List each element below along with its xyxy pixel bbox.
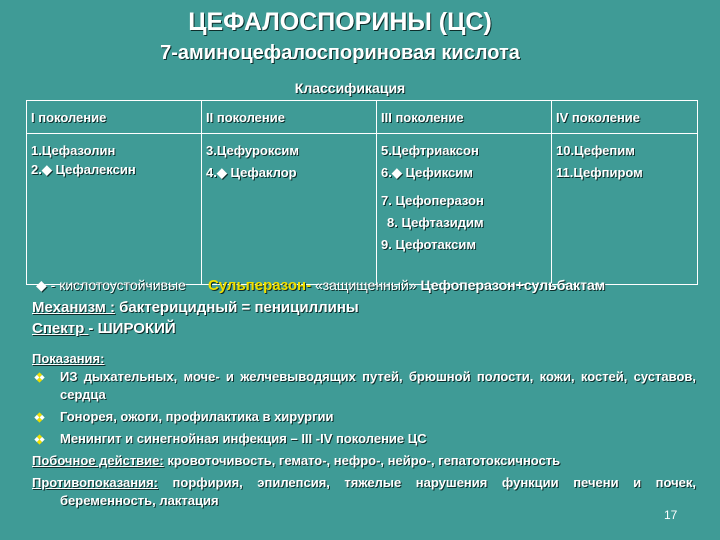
- page-title: ЦЕФАЛОСПОРИНЫ (ЦС): [188, 8, 492, 36]
- spectrum-label: Спектр: [32, 320, 89, 337]
- combo-note: Цефоперазон+сульбактам: [420, 277, 606, 293]
- table-header-row: [27, 101, 698, 134]
- drug-ceftriaxone: 5.Цефтриаксон: [381, 143, 479, 158]
- gen-1-cell: [27, 134, 202, 285]
- drug-cefalexin: 2.◆ Цефалексин: [31, 162, 136, 177]
- indications-list: [32, 368, 696, 448]
- side-effects-text: кровоточивость, гемато-, нефро-, нейро-, гепатотоксичность: [163, 453, 561, 468]
- protected-note: «защищенный»: [311, 277, 421, 293]
- sulperazon-label: Сульперазон: [207, 277, 307, 294]
- drug-cefixime: 6.◆ Цефиксим: [381, 165, 473, 180]
- side-effects-label: Побочное действие:: [32, 453, 164, 468]
- contraindications-line: [32, 474, 696, 510]
- gen-2-cell: [202, 134, 377, 285]
- contraindications-text: порфирия, эпилепсия, тяжелые нарушения функции печени и почек, беременность, лактация: [60, 475, 696, 508]
- checker-diamond-bullet-icon: [34, 372, 45, 383]
- page-number: 17: [664, 508, 678, 522]
- gen-4-cell: [552, 134, 698, 285]
- table-row: [27, 134, 698, 285]
- legend-line: [36, 277, 605, 294]
- header-gen-4: IV поколение: [552, 101, 698, 134]
- contraindications-label: Противопоказания:: [32, 475, 158, 490]
- header-gen-1: I поколение: [27, 101, 202, 134]
- mechanism-text: бактерицидный = пенициллины: [114, 299, 359, 316]
- list-item: [32, 430, 696, 448]
- page-subtitle: 7-аминоцефалоспориновая кислота: [160, 42, 520, 64]
- drug-cefuroxime: 3.Цефуроксим: [206, 143, 300, 158]
- drug-cefotaxime: 9. Цефотаксим: [381, 237, 476, 252]
- list-item: [32, 408, 696, 426]
- side-effects-line: [32, 452, 696, 470]
- mechanism-label: Механизм :: [32, 299, 115, 316]
- sulperazon-dash: -: [306, 277, 312, 294]
- spectrum-line: [32, 320, 176, 337]
- drug-cefoperazone: 7. Цефоперазон: [381, 193, 484, 208]
- checker-diamond-bullet-icon: [34, 412, 45, 423]
- indication-text: Менингит и синегнойная инфекция – III -IV поколение ЦС: [60, 431, 427, 446]
- drug-cefaclor: 4.◆ Цефаклор: [206, 165, 297, 180]
- checker-diamond-bullet-icon: [34, 434, 45, 445]
- indication-text: ИЗ дыхательных, моче- и желчевыводящих путей, брюшной полости, кожи, костей, суставов, сердца: [60, 369, 696, 402]
- indication-text: Гонорея, ожоги, профилактика в хирургии: [60, 409, 334, 424]
- header-gen-2: II поколение: [202, 101, 377, 134]
- indications-block: [32, 351, 696, 510]
- header-gen-3: III поколение: [377, 101, 552, 134]
- acid-stable-note: ◆ - кислотоустойчивые: [36, 277, 186, 293]
- indications-label: Показания:: [32, 351, 105, 366]
- list-item: [32, 368, 696, 404]
- drug-ceftazidime: 8. Цефтазидим: [387, 215, 484, 230]
- drug-cefazolin: 1.Цефазолин: [31, 143, 116, 158]
- spectrum-text: - ШИРОКИЙ: [88, 320, 176, 337]
- classification-label: Классификация: [294, 80, 406, 96]
- drug-cefepime: 10.Цефепим: [556, 143, 635, 158]
- gen-3-cell: [377, 134, 552, 285]
- mechanism-line: [32, 299, 359, 316]
- generations-table: [26, 100, 698, 285]
- drug-cefpirome: 11.Цефпиром: [556, 165, 643, 180]
